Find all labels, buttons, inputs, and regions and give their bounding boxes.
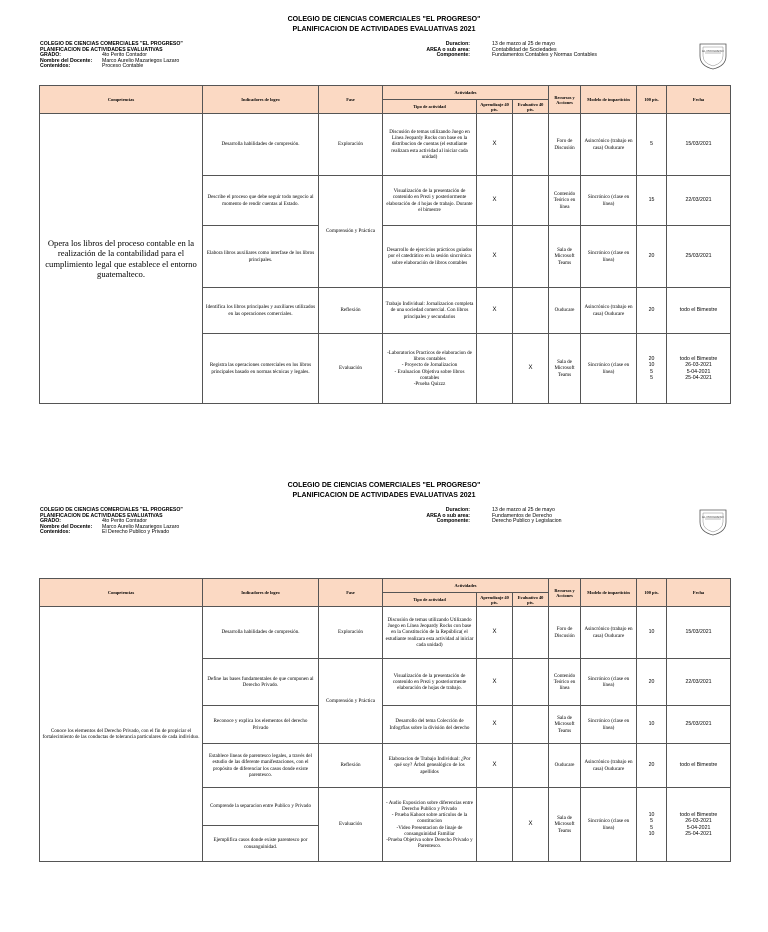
- table-row: Opera los libros del proceso contable en la realización de la contabilidad para el cumplimiento legal que establece el entorno guatemalteco. Desarrolla habilidades de compresión. Exploración Discusión de temas utilizando Juego en Línea Jeopardy Rocks con base en la distribucion de cuentas (el estudiante realizara esta actividad al iniciar cada unidad) X Foro de Discusión Asincrónico (trabajo en casa) Ouducare 5 15/03/2021: [40, 114, 731, 176]
- col-actividades: Actividades: [383, 86, 549, 100]
- header-right: Duracion: 13 de marzo al 25 de mayo AREA o sub area: Contabilidad de Sociedades Componente: Fundamentos Contables y Normas Contables: [426, 41, 597, 59]
- col-fecha: Fecha: [667, 579, 731, 607]
- school-seal-icon: [694, 40, 732, 70]
- grade-value: 4to Perito Contador: [102, 52, 147, 59]
- area-value: Contabilidad de Sociedades: [492, 46, 557, 53]
- col-indicadores: Indicadores de logro: [203, 86, 319, 114]
- col-fecha: Fecha: [667, 86, 731, 114]
- sheet-subtitle: PLANIFICACION DE ACTIVIDADES EVALUATIVAS 2021: [292, 492, 476, 499]
- col-evaluativo: Evaluativo 40 pts.: [513, 100, 549, 114]
- col-aprendizaje: Aprendizaje 40 pts.: [477, 100, 513, 114]
- activities-table: [39, 578, 731, 862]
- sheet-title: COLEGIO DE CIENCIAS COMERCIALES "EL PROGRESO": [287, 16, 481, 23]
- col-evaluativo: Evaluativo 40 pts.: [513, 593, 549, 607]
- teacher-value: Marco Aurelio Mazariegos Lazaro: [102, 523, 180, 530]
- merged-fase-cell: Comprensión y Práctica: [319, 659, 383, 744]
- component-value: Fundamentos Contables y Normas Contables: [492, 52, 597, 59]
- table-row: Comprende la separacion entre Publico y Privado Evaluación - Audio Exposicion sobre diferencias entre Derecho Publico y Privado - Prueba Kahoot sobre artículos de la constitucion -Video Presentacion de linaje de consanguinidad Familiar -Prueba Objetiva sobre Derecho Privado y Parentesco. X Sala de Microsoft Teams Sincrónico (clase en línea) 10 5 5 10 todo el Bimestre 26-03-2021 5-04-2021 25-04-2021: [40, 788, 731, 826]
- table-row: Registra las operaciones comerciales en los libros principales basado en normas técnicas y legales. Evaluación -Laboratorios Practicos de elaboracion de libros contables - Proyecto de Jornalizacion - Evaluacion Objetiva sobre libros contables -Prueba Quizzz X Sala de Microsoft Teams Sincrónico (clase en línea) 20 10 5 5 todo el Bimestre 26-03-2021 5-04-2021 25-04-2021: [40, 334, 731, 404]
- col-recursos: Recursos y Acciones: [549, 86, 581, 114]
- grade-value: 4to Perito Contador: [102, 518, 147, 525]
- sheet-title: COLEGIO DE CIENCIAS COMERCIALES "EL PROGRESO": [287, 482, 481, 489]
- area-value: Fundamentos de Derecho: [492, 512, 552, 519]
- table-row: Reconoce y explica los elementos del derecho Privado Desarrollo del tema Colección de Infogrfias sobre la división del derecho X Sala de Microsoft Teams Sincrónico (clase en línea) 10 25/03/2021: [40, 706, 731, 744]
- table-row: Describe el proceso que debe seguir todo negocio al momento de rendir cuentas al Estado. Comprensión y Práctica Visualización de la presentación de contenido en Prezi y posteriormente elaboración de 4 hojas de trabajo. Durante el bimestre X Contenido Teórico en línea Sincrónico (clase en línea) 15 22/03/2021: [40, 176, 731, 226]
- header-right: Duracion: 13 de marzo al 25 de mayo AREA o sub area: Fundamentos de Derecho Componente: Derecho Publico y Legislacion: [426, 507, 562, 525]
- table-row: Conoce los elementos del Derecho Privado, con el fin de propiciar el fortalecimiento de las conductas de tolerancia particulares de cada individuo. Desarrolla habilidades de compresión. Exploración Discusión de temas utilizando Utilizando Juego en Línea Jeopardy Rocks con base en la Constitución de la República( el estudiante realizara esta actividad al iniciar cada unidad) X Foro de Discusión Asincrónico (trabajo en casa) Ouducare 10 15/03/2021: [40, 607, 731, 659]
- activities-table: [39, 85, 731, 404]
- col-modelo: Modelo de impartición: [581, 86, 637, 114]
- col-tipo: Tipo de actividad: [383, 100, 477, 114]
- teacher-value: Marco Aurelio Mazariegos Lazaro: [102, 57, 180, 64]
- duration-value: 13 de marzo al 25 de mayo: [492, 41, 555, 47]
- header-left: COLEGIO DE CIENCIAS COMERCIALES "EL PROGRESO" PLANIFICACION DE ACTIVIDADES EVALUATIVAS GRADO: 4to Perito Contador Nombre del Docente: Marco Aurelio Mazariegos Lazaro Contenidos: Proceso Contable: [40, 41, 183, 70]
- contents-value: Proceso Contable: [102, 63, 144, 70]
- col-pts: 100 pts.: [637, 86, 667, 114]
- merged-fase-cell: Comprensión y Práctica: [319, 176, 383, 288]
- competencia-cell: Opera los libros del proceso contable en la realización de la contabilidad para el cumplimiento legal que establece el entorno guatemalteco.: [40, 114, 203, 404]
- table-row: Elabora libros auxiliares como interfase de los libros principales. Desarrollo de ejercicios prácticos guiados por el catedrático en la sesión sincrónica sobre elaboración de libros contables X Sala de Microsoft Teams Sincrónico (clase en línea) 20 25/03/2021: [40, 226, 731, 288]
- duration-value: 13 de marzo al 25 de mayo: [492, 507, 555, 513]
- competencia-cell: Conoce los elementos del Derecho Privado, con el fin de propiciar el fortalecimiento de las conductas de tolerancia particulares de cada individuo.: [40, 607, 203, 862]
- col-aprendizaje: Aprendizaje 40 pts.: [477, 593, 513, 607]
- svg-text:EL PROGRESO: EL PROGRESO: [702, 515, 724, 519]
- col-modelo: Modelo de impartición: [581, 579, 637, 607]
- svg-text:EL PROGRESO: EL PROGRESO: [702, 49, 724, 53]
- school-name: COLEGIO DE CIENCIAS COMERCIALES "EL PROGRESO": [40, 507, 183, 513]
- school-name: COLEGIO DE CIENCIAS COMERCIALES "EL PROGRESO": [40, 41, 183, 47]
- col-indicadores: Indicadores de logro: [203, 579, 319, 607]
- col-competencias: Competencias: [40, 579, 203, 607]
- component-value: Derecho Publico y Legislacion: [492, 518, 562, 525]
- col-competencias: Competencias: [40, 86, 203, 114]
- school-seal-icon: [694, 506, 732, 536]
- col-recursos: Recursos y Acciones: [549, 579, 581, 607]
- table-row: Define las bases fundamentales de que componen al Derecho Privado. Comprensión y Práctica Visualización de la presentación de contenido en Prezi y posteriormente elaboración de hojas de trabajo. X Contenido Teórico en línea Sincrónico (clase en línea) 20 22/03/2021: [40, 659, 731, 706]
- table-row: Establece lineas de parentesco legales, a través del estudio de las diferente manifestaciones, con el propósito de diferenciar los casos donde existe parentesco. Reflexión Elaboracion de Trabajo Individual: ¿Por qué soy? Árbol genealógico de los apellidos X Ouducare Asincrónico (trabajo en casa) Ouducare 20 todo el Bimestre: [40, 744, 731, 788]
- col-fase: Fase: [319, 86, 383, 114]
- plan-title: PLANIFICACION DE ACTIVIDADES EVALUATIVAS: [40, 512, 163, 519]
- col-fase: Fase: [319, 579, 383, 607]
- plan-title: PLANIFICACION DE ACTIVIDADES EVALUATIVAS: [40, 46, 163, 53]
- header-left: COLEGIO DE CIENCIAS COMERCIALES "EL PROGRESO" PLANIFICACION DE ACTIVIDADES EVALUATIVAS GRADO: 4to Perito Contador Nombre del Docente: Marco Aurelio Mazariegos Lazaro Contenidos: El Derecho Publico y Privado: [40, 507, 183, 536]
- table-row: Ejemplifica casos donde existe parentesco por consanguinidad.: [40, 826, 731, 862]
- col-actividades: Actividades: [383, 579, 549, 593]
- sheet-subtitle: PLANIFICACION DE ACTIVIDADES EVALUATIVAS 2021: [292, 26, 476, 33]
- contents-value: El Derecho Publico y Privado: [102, 529, 170, 536]
- col-pts: 100 pts.: [637, 579, 667, 607]
- col-tipo: Tipo de actividad: [383, 593, 477, 607]
- table-row: Identifica los libros principales y auxiliares utilizados en las operaciones comerciales. Reflexión Trabajo Individual: Jornalizacion completa de una sociedad comercial. Con libros principales y secundarios X Ouducare Asincrónico (trabajo en casa) Ouducare 20 todo el Bimestre: [40, 288, 731, 334]
